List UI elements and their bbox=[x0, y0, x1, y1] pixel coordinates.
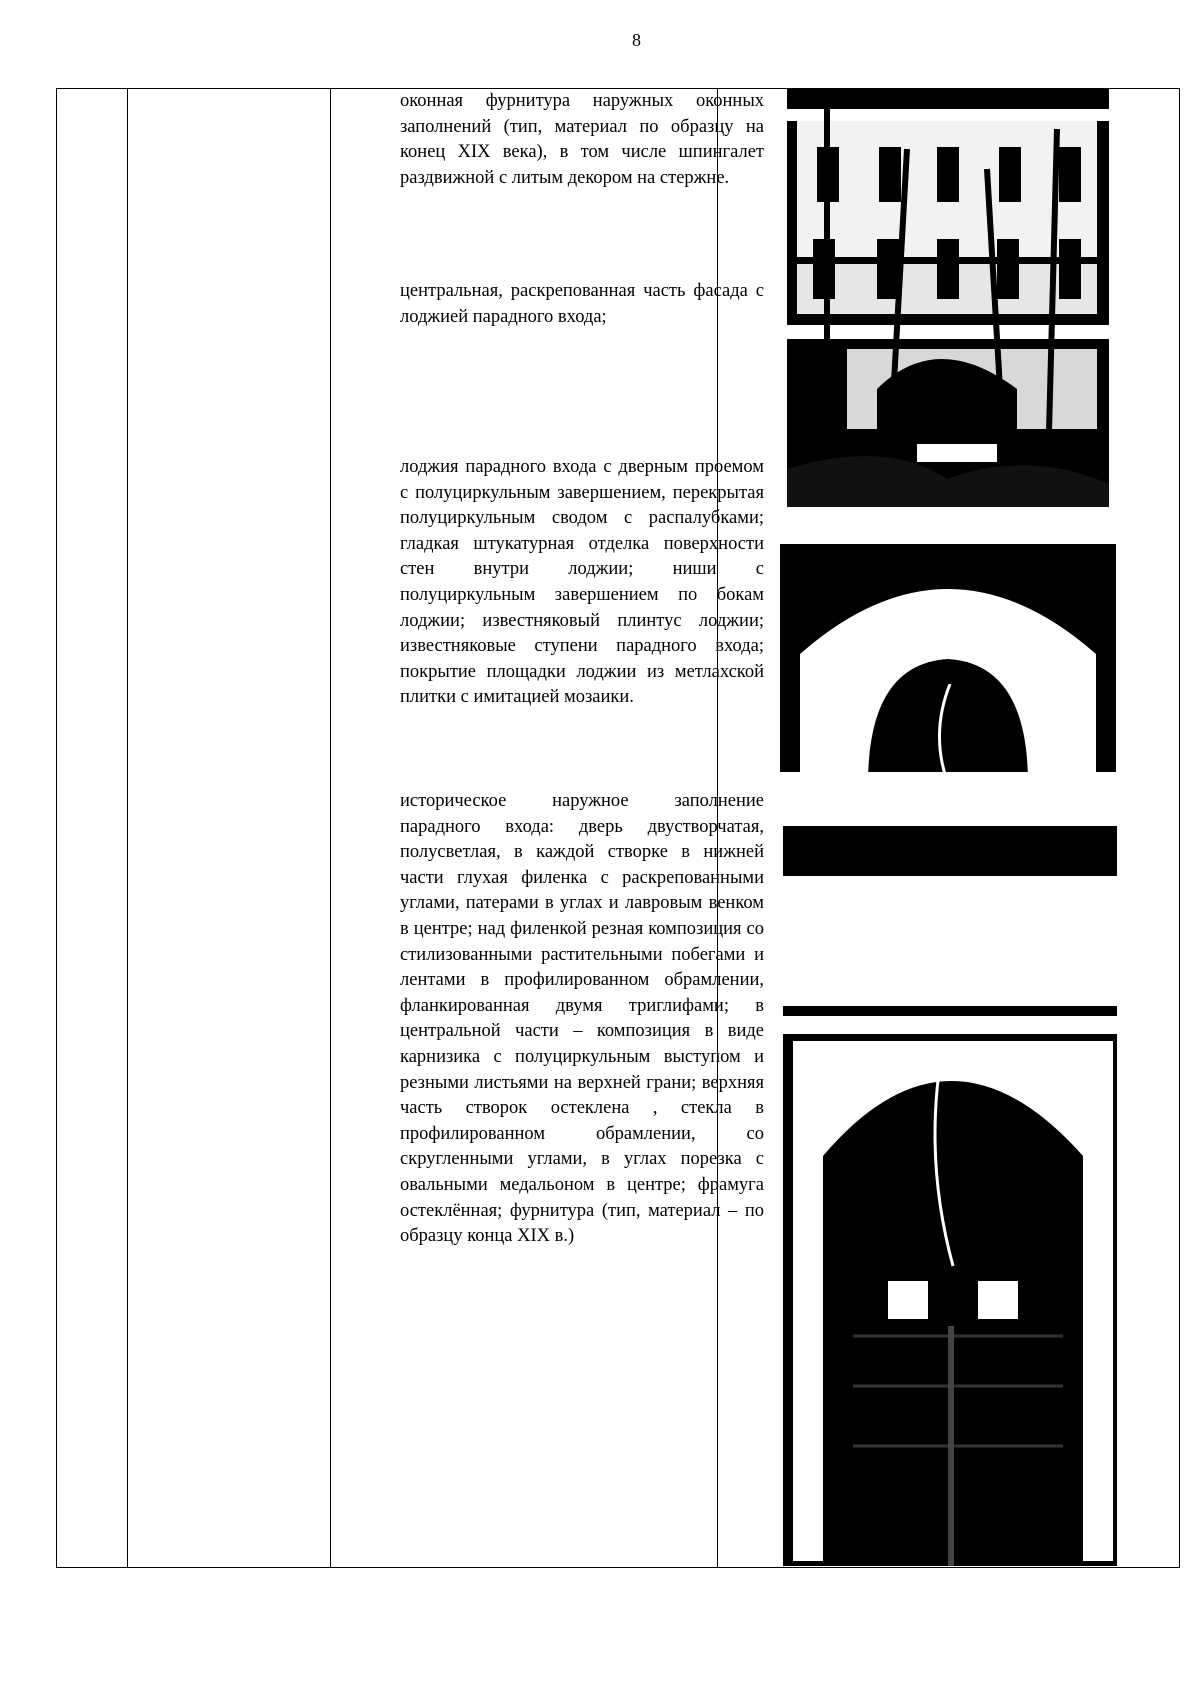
paragraph-central-facade: центральная, раскрепованная часть фасада с лоджией парадного входа; bbox=[400, 281, 764, 327]
document-table bbox=[56, 88, 1180, 1568]
paragraph-entrance-door: историческое наружное заполнение парадного входа: дверь двустворчатая, полусветлая, в каждой створке в нижней части глухая филенка с раскрепованными углами, патерами в углах и лавровым венком в центре; над филенкой резная композиция со стилизованными растительными побегами и лентами в профилированном обрамлении, фланкированная двумя триглифами; в центральной части – композиция в виде карнизика с полуциркульным выступом и резными листьями на верхней грани; верхняя часть створок остеклена , стекла в профилированном обрамлении, со скругленными углами, в углах порезка с овальными медальоном в центре; фрамуга остеклённая; фурнитура (тип, материал – по образцу конца XIX в.) bbox=[400, 791, 764, 1247]
page-number: 8 bbox=[632, 30, 641, 50]
description-column bbox=[400, 89, 764, 1567]
paragraph-loggia: лоджия парадного входа с дверным проемом с полуциркульным завершением, перекрытая полуциркульным сводом с распалубками; гладкая штукатурная отделка поверхности стен внутри лоджии; ниши с полуциркульным завершением по бокам лоджии; известняковый плинтус лоджии; известняковые ступени парадного входа; покрытие площадки лоджии из метлахской плитки с имитацией мозаики. bbox=[400, 457, 764, 708]
facade-photo bbox=[787, 89, 1109, 507]
paragraph-window-hardware: оконная фурнитура наружных оконных заполнений (тип, материал по образцу на конец XIX века), в том числе шпингалет раздвижной с литым декором на стержне. bbox=[400, 91, 764, 188]
column-divider-1 bbox=[127, 89, 128, 1567]
entrance-door-photo bbox=[783, 826, 1117, 1566]
column-divider-2 bbox=[330, 89, 331, 1567]
loggia-arch-photo bbox=[780, 544, 1116, 784]
